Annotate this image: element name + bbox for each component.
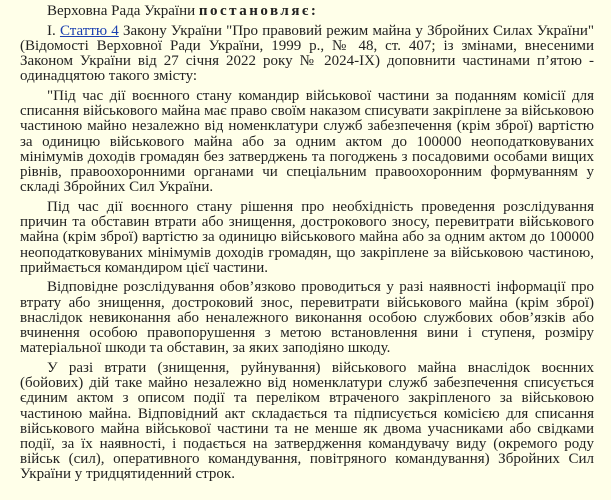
section-one-text: Закону України "Про правовий режим майна у Збройних Силах України" (Відомості Верховної Ради України, 1999 р., № 48, ст. 407; із змінами, внесеними Законом України від 27 січня 2022 року № 2024-IX) доповнити частинами п’ятою - одинадцятою такого змісту: bbox=[20, 22, 594, 85]
article-4-link[interactable]: Статтю 4 bbox=[59, 22, 119, 39]
paragraph: Під час дії воєнного стану рішення про необхідність проведення розслідування причин та обставин втрати або знищення, дострокового зносу, перевитрати військового майна (крім зброї) вартістю за одиницю військового майна або за одним актом до 100000 неоподатковуваних мінімумів доходів громадян, що закріплене за військовою частиною, приймається командиром цієї частини. bbox=[20, 198, 594, 276]
paragraph: Відповідне розслідування обов’язково проводиться у разі наявності інформації про втрату або знищення, достроковий знос, перевитрати військового майна (крім зброї) внаслідок невиконання або неналежного виконання особою службових обов’язків або вчинення особою правопорушення з метою встановлення вини і ступеня, розміру матеріальної шкоди та обставин, за яких заподіяно шкоду. bbox=[20, 279, 594, 357]
section-one-paragraph bbox=[20, 24, 594, 85]
paragraph: У разі втрати (знищення, руйнування) військового майна внаслідок воєнних (бойових) дій таке майно незалежно від номенклатури служб забезпечення списується єдиним актом з описом події та переліком втраченого закріпленого за військовою частиною майна. Відповідний акт складається та підписується комісією для списання військового майна військової частини та не менше як двома учасниками або свідками події, за їх наявності, і подається на затвердження командувачу виду (окремого роду військ (сил), оперативного командування, повітряного командування) Збройних Сил України у тридцятиденний строк. bbox=[20, 359, 594, 483]
preamble-paragraph bbox=[20, 4, 594, 19]
preamble-emphasis: постановляє: bbox=[198, 3, 319, 19]
section-prefix: І. bbox=[47, 22, 60, 39]
paragraph: "Під час дії воєнного стану командир військової частини за поданням комісії для списання військового майна має право своїм наказом списувати закріплене за військовою частиною майно незалежно від номенклатури служб забезпечення (крім зброї) вартістю за одиницю військового майна або за одним актом до 100000 неоподатковуваних мінімумів доходів громадян без затверджень та погоджень з посадовими особами вищих рівнів, правоохоронними органами чи спеціальним правоохоронним формуванням у складі Збройних Сил України. bbox=[20, 88, 594, 196]
document-body bbox=[20, 4, 594, 487]
preamble-text: Верховна Рада України bbox=[47, 3, 199, 19]
